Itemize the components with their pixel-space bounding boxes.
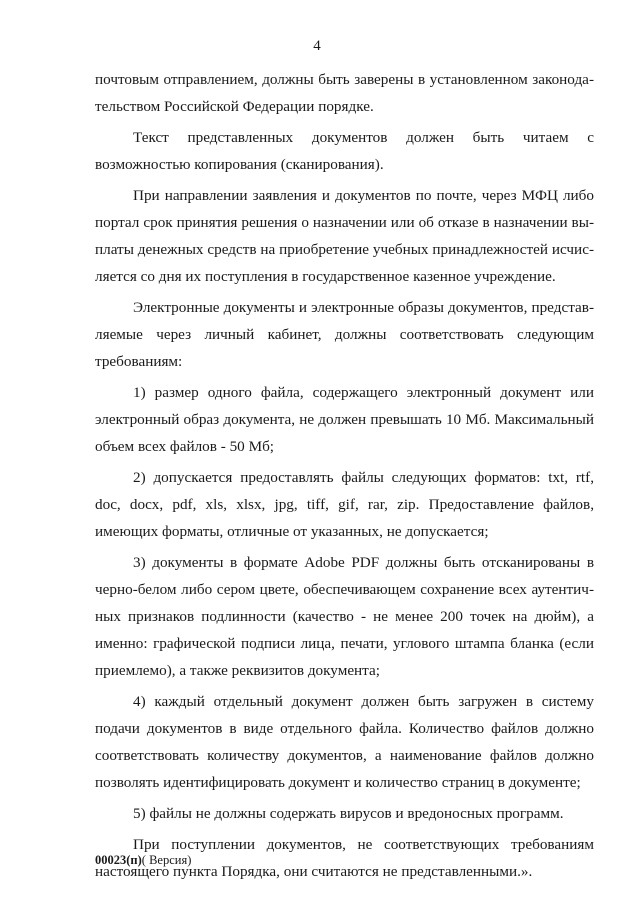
page-number: 4 [313,38,321,54]
list-item-pdf-scanning: 3) документы в формате Adobe PDF должны быть отсканированы в черно-белом либо сером цвете, обеспечивающем сохранение всех аутентичных признаков подлинности (качество - не менее 200 точек на дюйм), а именно: графической подписи лица, печати, углового штампа бланка (если приемлемо), а также реквизитов документа; [95,554,594,679]
list-item-separate-files: 4) каждый отдельный документ должен быть загружен в систему подачи документов в виде отдельного файла. Количество файлов должно соответствовать количеству документов, а наименование файлов должно позволять идентифицировать документ и количество страниц в документе; [95,693,594,791]
list-item-file-formats: 2) допускается предоставлять файлы следующих форматов: txt, rtf, doc, docx, pdf, xls, xlsx, jpg, tiff, gif, rar, zip. Предоставление файлов, имеющих форматы, отличные от указанных, не допускается; [95,469,594,540]
paragraph-continuation: почтовым отправлением, должны быть заверены в установленном законодательством Российской Федерации порядке. [95,71,594,115]
list-item-file-size: 1) размер одного файла, содержащего электронный документ или электронный образ документа, не должен превышать 10 Мб. Максимальный объем всех файлов - 50 Мб; [95,384,594,455]
document-code: 00023(п) [95,853,142,867]
document-version: ( Версия) [141,853,192,867]
footer-document-code [95,852,191,868]
list-item-no-viruses: 5) файлы не должны содержать вирусов и вредоносных программ. [133,805,564,822]
paragraph-electronic-requirements: Электронные документы и электронные образы документов, представляемые через личный кабинет, должны соответствовать следующим требованиям: [95,299,594,370]
document-body [95,66,594,889]
paragraph-non-compliant-documents: При поступлении документов, не соответствующих требованиям настоящего пункта Порядка, они считаются не представленными.». [95,836,594,880]
paragraph-postal-submission: При направлении заявления и документов по почте, через МФЦ либо портал срок принятия решения о назначении или об отказе в назначении выплаты денежных средств на приобретение учебных принадлежностей исчисляется со дня их поступления в государственное казенное учреждение. [95,187,594,285]
paragraph-text-readability: Текст представленных документов должен быть читаем с возможностью копирования (сканирования). [95,129,594,173]
